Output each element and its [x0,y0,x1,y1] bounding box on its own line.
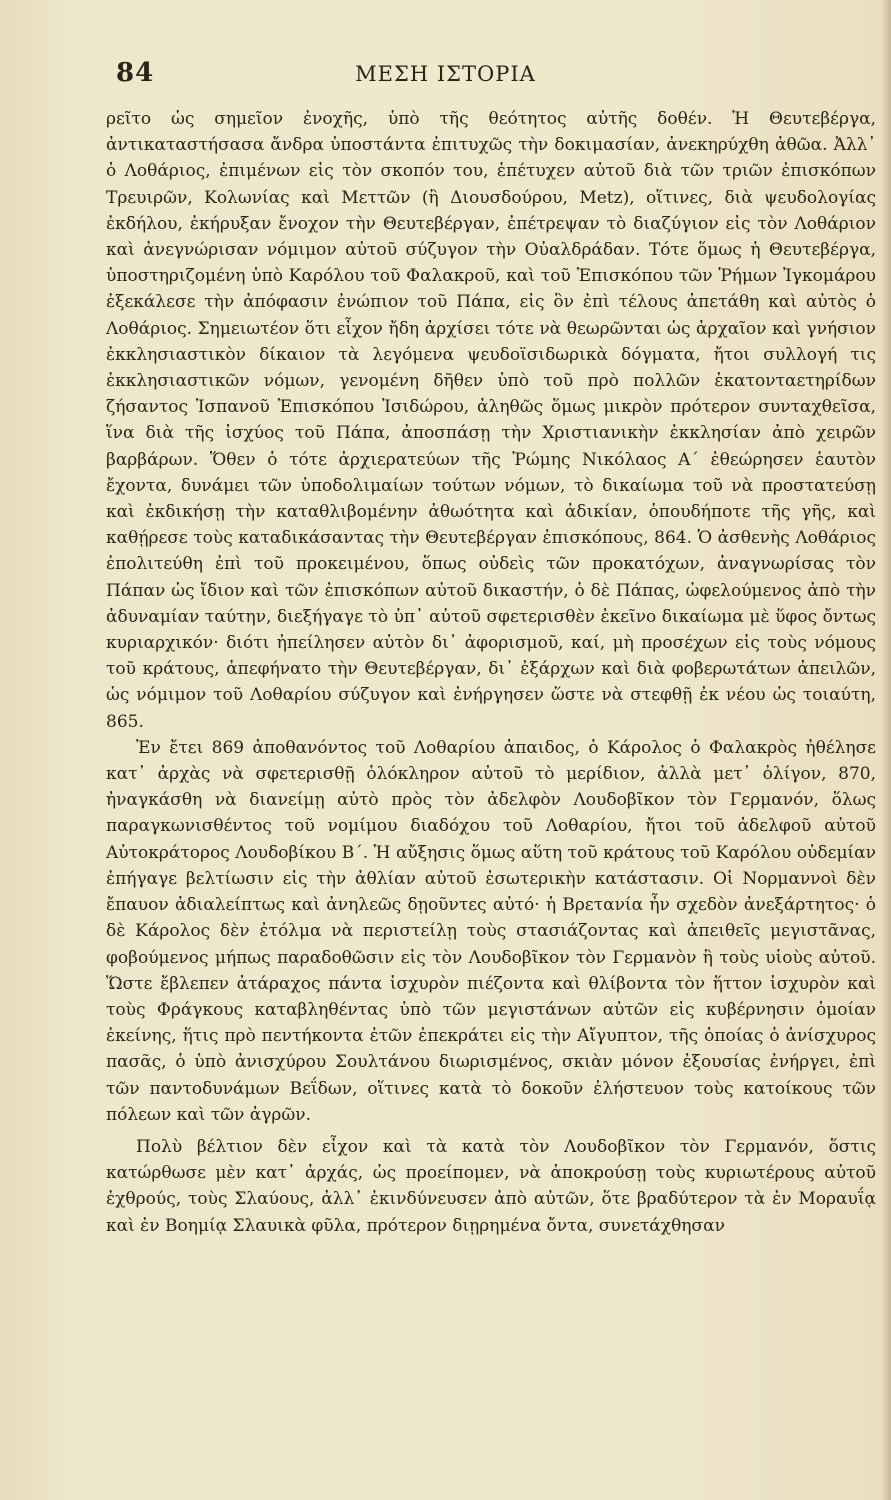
body-text [106,106,876,1239]
paragraph: Πολὺ βέλτιον δὲν εἶχον καὶ τὰ κατὰ τὸν Λουδοβῖκον τὸν Γερμανόν, ὅστις κατώρθωσε μὲν κατ᾽ ἀρχάς, ὡς προείπομεν, νὰ ἀποκρούσῃ τοὺς κυριωτέρους αὐτοῦ ἐχθρούς, τοὺς Σλαύους, ἀλλ᾽ ἐκινδύνευσεν ἀπὸ αὐτῶν, ὅτε βραδύτερον τὰ ἐν Μοραυΐᾳ καὶ ἐν Βοημίᾳ Σλαυικὰ φῦλα, πρότερον διῃρημένα ὄντα, συνετάχθησαν [106,1136,876,1236]
running-title: ΜΕΣΗ ΙΣΤΟΡΙΑ [355,62,536,86]
paragraph: ρεῖτο ὡς σημεῖον ἐνοχῆς, ὑπὸ τῆς θεότητος αὐτῆς δοθέν. Ἡ Θευτεβέργα, ἀντικαταστήσασα ἄνδρα ὑποστάντα ἐπιτυχῶς τὴν δοκιμασίαν, ἀνεκηρύχθη ἀθῶα. Ἀλλ᾽ ὁ Λοθάριος, ἐπιμένων εἰς τὸν σκοπόν του, ἐπέτυχεν αὐτοῦ διὰ τῶν τριῶν ἐπισκόπων Τρευιρῶν, Κολωνίας καὶ Μεττῶν (ἢ Διουσδούρου, Metz), οἵτινες, διὰ ψευδολογίας ἐκδήλου, ἐκήρυξαν ἔνοχον τὴν Θευτεβέργαν, ἐπέτρεψαν τὸ διαζύγιον εἰς τὸν Λοθάριον καὶ ἀνεγνώρισαν νόμιμον αὐτοῦ σύζυγον τὴν Οὐαλδράδαν. Τότε ὅμως ἡ Θευτεβέργα, ὑποστηριζομένη ὑπὸ Καρόλου τοῦ Φαλακροῦ, καὶ τοῦ Ἐπισκόπου τῶν Ῥήμων Ἰγκομάρου ἐξεκάλεσε τὴν ἀπόφασιν ἐνώπιον τοῦ Πάπα, εἰς ὃν ἐπὶ τέλους ἀπετάθη καὶ αὐτὸς ὁ Λοθάριος. Σημειωτέον ὅτι εἶχον ἤδη ἀρχίσει τότε νὰ θεωρῶνται ὡς ἀρχαῖον καὶ γνήσιον ἐκκλησιαστικὸν δίκαιον τὰ λεγόμενα ψευδοϊσιδωρικὰ δόγματα, ἤτοι συλλογή τις ἐκκλησιαστικῶν νόμων, γενομένη δῆθεν ὑπὸ τοῦ πρὸ πολλῶν ἑκατονταετηρίδων ζήσαντος Ἱσπανοῦ Ἐπισκόπου Ἰσιδώρου, ἀληθῶς ὅμως μικρὸν πρότερον συνταχθεῖσα, ἵνα διὰ τῆς ἰσχύος τοῦ Πάπα, ἀποσπάσῃ τὴν Χριστιανικὴν ἐκκλησίαν ἀπὸ χειρῶν βαρβάρων. Ὅθεν ὁ τότε ἀρχιερατεύων τῆς Ῥώμης Νικόλαος Α΄ ἐθεώρησεν ἑαυτὸν ἔχοντα, δυνάμει τῶν ὑποδολιμαίων τούτων νόμων, τὸ δικαίωμα τοῦ νὰ προστατεύσῃ καὶ ἐκδικήσῃ τὴν καταθλιβομένην ἀθωότητα καὶ ἀδικίαν, ὁπουδήποτε τῆς γῆς, καὶ καθῄρεσε τοὺς καταδικάσαντας τὴν Θευτεβέργαν ἐπισκόπους, 864. Ὁ ἀσθενὴς Λοθάριος ἐπολιτεύθη ἐπὶ τοῦ προκειμένου, ὅπως οὐδεὶς τῶν προκατόχων, ἀναγνωρίσας τὸν Πάπαν ὡς ἴδιον καὶ τῶν ἐπισκόπων αὐτοῦ δικαστήν, ὁ δὲ Πάπας, ὠφελούμενος ἀπὸ τὴν ἀδυναμίαν ταύτην, διεξήγαγε τὸ ὑπ᾽ αὐτοῦ σφετερισθὲν ἐκεῖνο δικαίωμα μὲ ὕφος ὄντως κυριαρχικόν· διότι ἠπείλησεν αὐτὸν δι᾽ ἀφορισμοῦ, καί, μὴ προσέχων εἰς τοὺς νόμους τοῦ κράτους, ἀπεφήνατο τὴν Θευτεβέργαν, δι᾽ ἐξάρχων καὶ διὰ φοβερωτάτων ἀπειλῶν, ὡς νόμιμον τοῦ Λοθαρίου σύζυγον καὶ ἐνήργησεν ὥστε νὰ στεφθῇ ἐκ νέου ὡς τοιαύτη, 865. [106,109,876,732]
page-header [0,58,891,98]
page-edge-shadow [881,0,891,1500]
paragraph: Ἐν ἔτει 869 ἀποθανόντος τοῦ Λοθαρίου ἀπαιδος, ὁ Κάρολος ὁ Φαλακρὸς ἠθέλησε κατ᾽ ἀρχὰς νὰ σφετερισθῇ ὁλόκληρον αὐτοῦ τὸ μερίδιον, ἀλλὰ μετ᾽ ὀλίγον, 870, ἠναγκάσθη νὰ διανείμῃ αὐτὸ πρὸς τὸν ἀδελφὸν Λουδοβῖκον τὸν Γερμανόν, ὅλως παραγκωνισθέντος τοῦ νομίμου διαδόχου τοῦ Λοθαρίου, ἤτοι τοῦ ἀδελφοῦ αὐτοῦ Αὐτοκράτορος Λουδοβίκου Β΄. Ἡ αὔξησις ὅμως αὕτη τοῦ κράτους τοῦ Καρόλου οὐδεμίαν ἐπήγαγε βελτίωσιν εἰς τὴν ἀθλίαν αὐτοῦ ἐσωτερικὴν κατάστασιν. Οἱ Νορμαννοὶ δὲν ἔπαυον ἀδιαλείπτως καὶ ἀνηλεῶς δῃοῦντες αὐτό· ἡ Βρετανία ἦν σχεδὸν ἀνεξάρτητος· ὁ δὲ Κάρολος δὲν ἐτόλμα νὰ περιστείλῃ τοὺς στασιάζοντας καὶ ἀπειθεῖς μεγιστᾶνας, φοβούμενος μήπως παραδοθῶσιν εἰς τὸν Λουδοβῖκον τὸν Γερμανὸν ἢ τοὺς υἱοὺς αὐτοῦ. Ὥστε ἔβλεπεν ἀτάραχος πάντα ἰσχυρὸν πιέζοντα καὶ θλίβοντα τὸν ἥττον ἰσχυρὸν καὶ τοὺς Φράγκους καταβληθέντας ὑπὸ τῶν μεγιστάνων αὐτῶν εἰς κυβέρνησιν ὁμοίαν ἐκείνης, ἥτις πρὸ πεντήκοντα ἐτῶν ἐπεκράτει εἰς τὴν Αἴγυπτον, τῆς ὁποίας ὁ ἀνίσχυρος πασᾶς, ὁ ὑπὸ ἀνισχύρου Σουλτάνου διωρισμένος, σκιὰν μόνον ἐξουσίας ἐνήργει, ἐπὶ τῶν παντοδυνάμων Βεΐδων, οἵτινες κατὰ τὸ δοκοῦν ἐλήστευον τοὺς κατοίκους τῶν πόλεων καὶ τῶν ἀγρῶν. [106,737,876,1125]
page-number: 84 [116,58,155,88]
